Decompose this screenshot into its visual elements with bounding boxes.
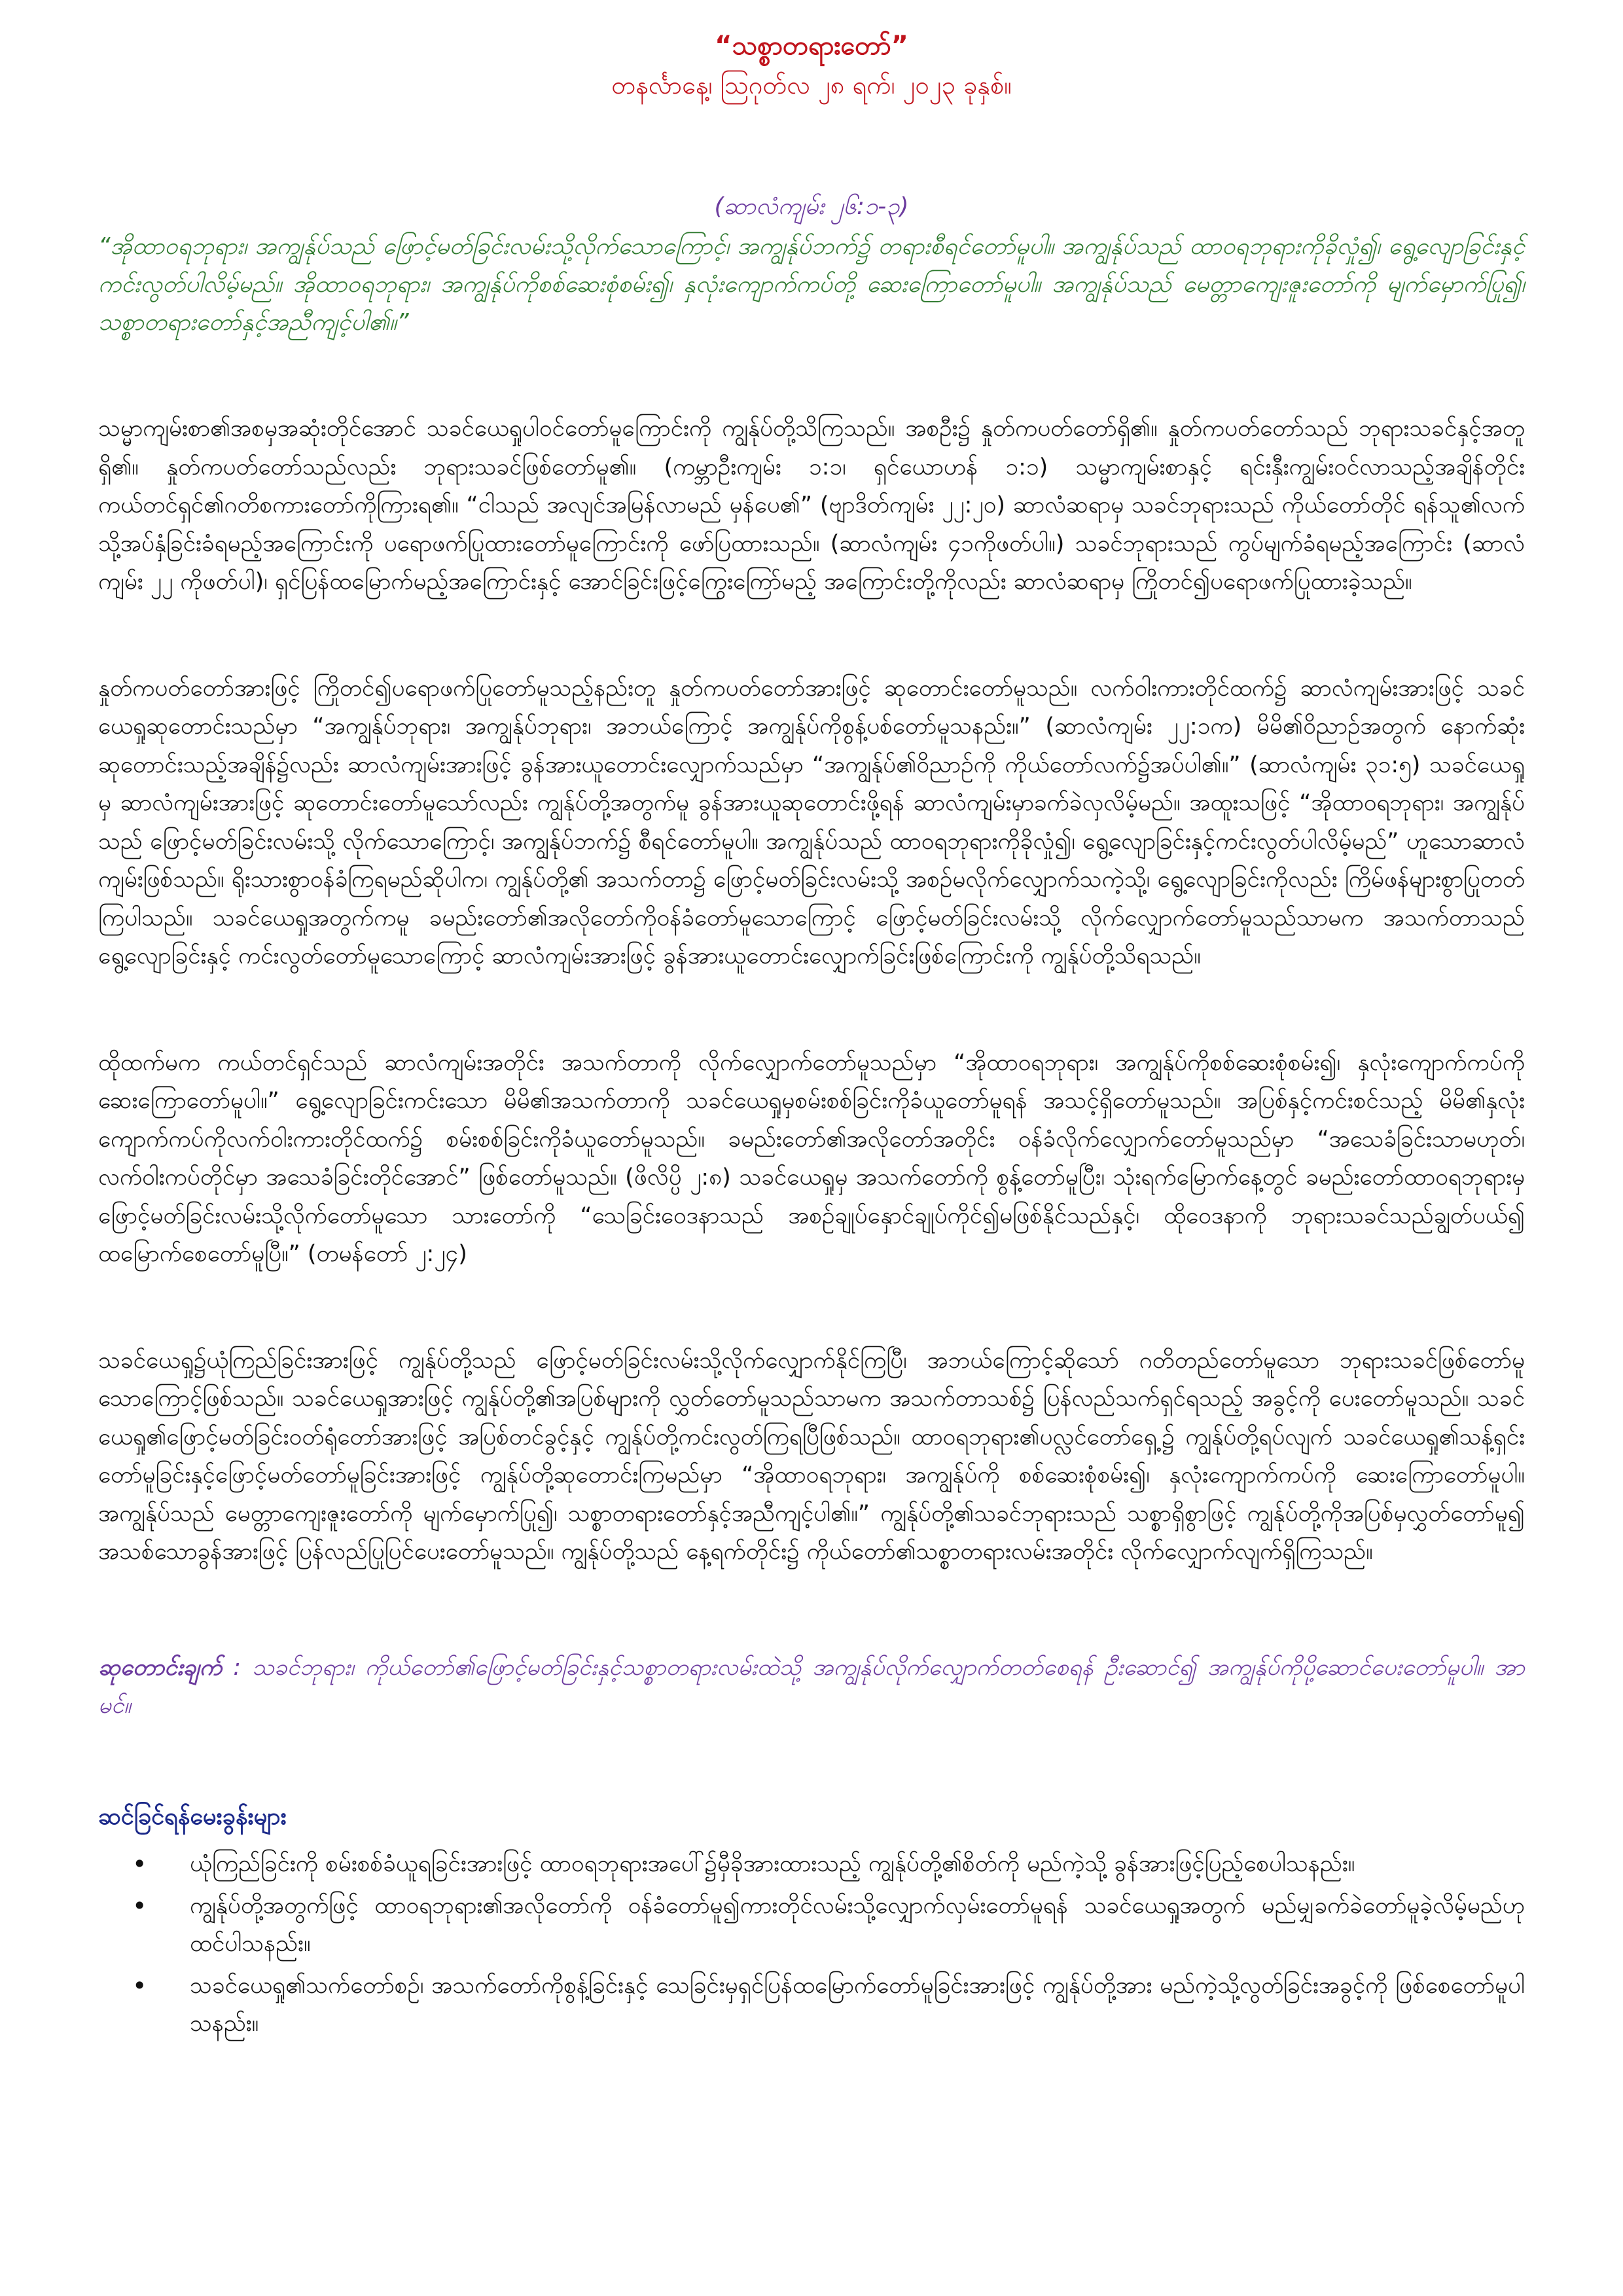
devotional-page [98, 26, 1525, 2047]
page-title: “သစ္စာတရားတော်” [715, 31, 908, 61]
date-line: တနင်္လာနေ့၊ ဩဂုတ်လ ၂၈ ရက်၊ ၂၀၂၃ ခုနှစ်။ [611, 71, 1012, 99]
question-item [98, 1845, 1525, 1883]
prayer-text: သခင်ဘုရား၊ ကိုယ်တော်၏ဖြောင့်မတ်ခြင်းနှင့်သစ္စာတရားလမ်းထဲသို့ အကျွန်ုပ်လိုက်လျှောက်တတ်စေရန် ဦးဆောင်၍ အကျွန်ုပ်ကိုပို့ဆောင်ပေးတော်မူပါ။ အာမင်။ [98, 1654, 1525, 1719]
prayer-separator: : [222, 1654, 253, 1681]
scripture-quote: “အိုထာဝရဘုရား၊ အကျွန်ုပ်သည် ဖြောင့်မတ်ခြင်းလမ်းသို့လိုက်သောကြောင့်၊ အကျွန်ုပ်ဘက်၌ တရားစီရင်တော်မူပါ။ အကျွန်ုပ်သည် ထာဝရဘုရားကိုခိုလှုံ၍၊ ရွေ့လျောခြင်းနှင့်ကင်းလွတ်ပါလိမ့်မည်။ အိုထာဝရဘုရား၊ အကျွန်ုပ်ကိုစစ်ဆေးစုံစမ်း၍၊ နှလုံးကျောက်ကပ်တို့ ဆေးကြောတော်မူပါ။ အကျွန်ုပ်သည် မေတ္တာကျေးဇူးတော်ကို မျက်မှောက်ပြု၍၊ သစ္စာတရားတော်နှင့်အညီကျင့်ပါ၏။” [98, 233, 1525, 336]
body-paragraph-2: နှုတ်ကပတ်တော်အားဖြင့် ကြိုတင်၍ပရောဖက်ပြုတော်မူသည့်နည်းတူ နှုတ်ကပတ်တော်အားဖြင့် ဆုတောင်းတော်မူသည်။ လက်ဝါးကားတိုင်ထက်၌ ဆာလံကျမ်းအားဖြင့် သခင်ယေရှုဆုတောင်းသည်မှာ “အကျွန်ုပ်ဘုရား၊ အကျွန်ုပ်ဘုရား၊ အဘယ်ကြောင့် အကျွန်ုပ်ကိုစွန့်ပစ်တော်မူသနည်း။” (ဆာလံကျမ်း ၂၂:၁က) မိမိ၏ဝိညာဉ်အတွက် နောက်ဆုံးဆုတောင်းသည့်အချိန်၌လည်း ဆာလံကျမ်းအားဖြင့် ခွန်အားယူတောင်းလျှောက်သည်မှာ “အကျွန်ုပ်၏ဝိညာဉ်ကို ကိုယ်တော်လက်၌အပ်ပါ၏။” (ဆာလံကျမ်း ၃၁:၅) သခင်ယေရှုမှ ဆာလံကျမ်းအားဖြင့် ဆုတောင်းတော်မူသော်လည်း ကျွန်ုပ်တို့အတွက်မူ ခွန်အားယူဆုတောင်းဖို့ရန် ဆာလံကျမ်းမှာခက်ခဲလှလိမ့်မည်။ အထူးသဖြင့် “အိုထာဝရဘုရား၊ အကျွန်ုပ်သည် ဖြောင့်မတ်ခြင်းလမ်းသို့ လိုက်သောကြောင့်၊ အကျွန်ုပ်ဘက်၌ စီရင်တော်မူပါ။ အကျွန်ုပ်သည် ထာဝရဘုရားကိုခိုလှုံ၍၊ ရွေ့လျောခြင်းနှင့်ကင်းလွတ်ပါလိမ့်မည်” ဟူသောဆာလံကျမ်းဖြစ်သည်။ ရိုးသားစွာဝန်ခံကြရမည်ဆိုပါက၊ ကျွန်ုပ်တို့၏ အသက်တာ၌ ဖြောင့်မတ်ခြင်းလမ်းသို့ အစဉ်မလိုက်လျှောက်သကဲ့သို့၊ ရွေ့လျောခြင်းကိုလည်း ကြိမ်ဖန်များစွာပြုတတ်ကြပါသည်။ သခင်ယေရှုအတွက်ကမူ ခမည်းတော်၏အလိုတော်ကိုဝန်ခံတော်မူသောကြောင့် ဖြောင့်မတ်ခြင်းလမ်းသို့ လိုက်လျှောက်တော်မူသည်သာမက အသက်တာသည် ရွေ့လျောခြင်းနှင့် ကင်းလွတ်တော်မူသောကြောင့် ဆာလံကျမ်းအားဖြင့် ခွန်အားယူတောင်းလျှောက်ခြင်းဖြစ်ကြောင်းကို ကျွန်ုပ်တို့သိရသည်။ [98, 675, 1525, 969]
prayer-block [98, 1649, 1525, 1725]
body-paragraph-1: သမ္မာကျမ်းစာ၏အစမှအဆုံးတိုင်အောင် သခင်ယေရှုပါဝင်တော်မူကြောင်းကို ကျွန်ုပ်တို့သိကြသည်။ အစဦး၌ နှုတ်ကပတ်တော်ရှိ၏။ နှုတ်ကပတ်တော်သည် ဘုရားသခင်နှင့်အတူရှိ၏။ နှုတ်ကပတ်တော်သည်လည်း ဘုရားသခင်ဖြစ်တော်မူ၏။ (ကမ္ဘာဦးကျမ်း ၁:၁၊ ရှင်ယောဟန် ၁:၁) သမ္မာကျမ်းစာနှင့် ရင်းနှီးကျွမ်းဝင်လာသည့်အချိန်တိုင်း ကယ်တင်ရှင်၏ဂတိစကားတော်ကိုကြားရ၏။ “ငါသည် အလျင်အမြန်လာမည် မှန်ပေ၏” (ဗျာဒိတ်ကျမ်း ၂၂:၂၀) ဆာလံဆရာမှ သခင်ဘုရားသည် ကိုယ်တော်တိုင် ရန်သူ၏လက်သို့အပ်နှံခြင်းခံရမည့်အကြောင်းကို ပရောဖက်ပြုထားတော်မူကြောင်းကို ဖော်ပြထားသည်။ (ဆာလံကျမ်း ၄၁ကိုဖတ်ပါ။) သခင်ဘုရားသည် ကွပ်မျက်ခံရမည့်အကြောင်း (ဆာလံကျမ်း ၂၂ ကိုဖတ်ပါ)၊ ရှင်ပြန်ထမြောက်မည့်အကြောင်းနှင့် အောင်ခြင်းဖြင့်ကြွေးကြော်မည့် အကြောင်းတို့ကိုလည်း ဆာလံဆရာမှ ကြိုတင်၍ပရောဖက်ပြုထားခဲ့သည်။ [98, 416, 1525, 595]
question-text: ကျွန်ုပ်တို့အတွက်ဖြင့် ထာဝရဘုရား၏အလိုတော်ကို ဝန်ခံတော်မူ၍ကားတိုင်လမ်းသို့လျှောက်လှမ်းတော်မူရန် သခင်ယေရှုအတွက် မည်မျှခက်ခဲတော်မူခဲ့လိမ့်မည်ဟု ထင်ပါသနည်း။ [190, 1892, 1525, 1957]
bullet-icon: • [132, 1849, 147, 1878]
bullet-icon: • [132, 1891, 147, 1920]
questions-list [98, 1845, 1525, 2043]
question-item [98, 1967, 1525, 2043]
bullet-icon: • [132, 1971, 147, 2000]
prayer-label: ဆုတောင်းချက် [98, 1654, 223, 1681]
question-text: သခင်ယေရှု၏သက်တော်စဉ်၊ အသက်တော်ကိုစွန့်ခြင်းနှင့် သေခြင်းမှရှင်ပြန်ထမြောက်တော်မူခြင်းအားဖြင့် ကျွန်ုပ်တို့အား မည်ကဲ့သို့လွတ်ခြင်းအခွင့်ကို ဖြစ်စေတော်မူပါသနည်း။ [190, 1972, 1525, 2037]
question-item [98, 1887, 1525, 1963]
questions-heading: ဆင်ခြင်ရန်မေးခွန်းများ [98, 1803, 287, 1830]
question-text: ယုံကြည်ခြင်းကို စမ်းစစ်ခံယူရခြင်းအားဖြင့် ထာဝရဘုရားအပေါ်၌မှီခိုအားထားသည့် ကျွန်ုပ်တို့၏စိတ်ကို မည်ကဲ့သို့ ခွန်အားဖြင့်ပြည့်စေပါသနည်း။ [190, 1850, 1355, 1877]
scripture-reference: (ဆာလံကျမ်း ၂၆:၁-၃) [714, 193, 909, 220]
body-paragraph-3: ထိုထက်မက ကယ်တင်ရှင်သည် ဆာလံကျမ်းအတိုင်း အသက်တာကို လိုက်လျှောက်တော်မူသည်မှာ “အိုထာဝရဘုရား၊ အကျွန်ုပ်ကိုစစ်ဆေးစုံစမ်း၍၊ နှလုံးကျောက်ကပ်ကို ဆေးကြောတော်မူပါ။” ရွေ့လျောခြင်းကင်းသော မိမိ၏အသက်တာကို သခင်ယေရှုမှစမ်းစစ်ခြင်းကိုခံယူတော်မူရန် အသင့်ရှိတော်မူသည်။ အပြစ်နှင့်ကင်းစင်သည့် မိမိ၏နှလုံးကျောက်ကပ်ကိုလက်ဝါးကားတိုင်ထက်၌ စမ်းစစ်ခြင်းကိုခံယူတော်မူသည်။ ခမည်းတော်၏အလိုတော်အတိုင်း ဝန်ခံလိုက်လျှောက်တော်မူသည်မှာ “အသေခံခြင်းသာမဟုတ်၊ လက်ဝါးကပ်တိုင်မှာ အသေခံခြင်းတိုင်အောင်” ဖြစ်တော်မူသည်။ (ဖိလိပ္ပိ ၂:၈) သခင်ယေရှုမှ အသက်တော်ကို စွန့်တော်မူပြီး၊ သုံးရက်မြောက်နေ့တွင် ခမည်းတော်ထာဝရဘုရားမှ ဖြောင့်မတ်ခြင်းလမ်းသို့လိုက်တော်မူသော သားတော်ကို “သေခြင်းဝေဒနာသည် အစဉ်ချုပ်နှောင်ချုပ်ကိုင်၍မဖြစ်နိုင်သည်နှင့်၊ ထိုဝေဒနာကို ဘုရားသခင်သည်ချွတ်ပယ်၍ ထမြောက်စေတော်မူပြီ။” (တမန်တော် ၂:၂၄) [98, 1049, 1525, 1267]
body-paragraph-4: သခင်ယေရှု၌ယုံကြည်ခြင်းအားဖြင့် ကျွန်ုပ်တို့သည် ဖြောင့်မတ်ခြင်းလမ်းသို့လိုက်လျှောက်နိုင်ကြပြီ၊ အဘယ်ကြောင့်ဆိုသော် ဂတိတည်တော်မူသော ဘုရားသခင်ဖြစ်တော်မူသောကြောင့်ဖြစ်သည်။ သခင်ယေရှုအားဖြင့် ကျွန်ုပ်တို့၏အပြစ်များကို လွှတ်တော်မူသည်သာမက အသက်တာသစ်၌ ပြန်လည်သက်ရှင်ရသည့် အခွင့်ကို ပေးတော်မူသည်။ သခင်ယေရှု၏ဖြောင့်မတ်ခြင်းဝတ်ရုံတော်အားဖြင့် အပြစ်တင်ခွင့်နှင့် ကျွန်ုပ်တို့ကင်းလွတ်ကြရပြီဖြစ်သည်။ ထာဝရဘုရား၏ပလ္လင်တော်ရှေ့၌ ကျွန်ုပ်တို့ရပ်လျက် သခင်ယေရှု၏သန့်ရှင်းတော်မူခြင်းနှင့်ဖြောင့်မတ်တော်မူခြင်းအားဖြင့် ကျွန်ုပ်တို့ဆုတောင်းကြမည်မှာ “အိုထာဝရဘုရား၊ အကျွန်ုပ်ကို စစ်ဆေးစုံစမ်း၍၊ နှလုံးကျောက်ကပ်ကို ဆေးကြောတော်မူပါ။ အကျွန်ုပ်သည် မေတ္တာကျေးဇူးတော်ကို မျက်မှောက်ပြု၍၊ သစ္စာတရားတော်နှင့်အညီကျင့်ပါ၏။” ကျွန်ုပ်တို့၏သခင်ဘုရားသည် သစ္စာရှိစွာဖြင့် ကျွန်ုပ်တို့ကိုအပြစ်မှလွှတ်တော်မူ၍ အသစ်သောခွန်အားဖြင့် ပြန်လည်ပြုပြင်ပေးတော်မူသည်။ ကျွန်ုပ်တို့သည် နေ့ရက်တိုင်း၌ ကိုယ်တော်၏သစ္စာတရားလမ်းအတိုင်း လိုက်လျှောက်လျက်ရှိကြသည်။ [98, 1347, 1525, 1565]
